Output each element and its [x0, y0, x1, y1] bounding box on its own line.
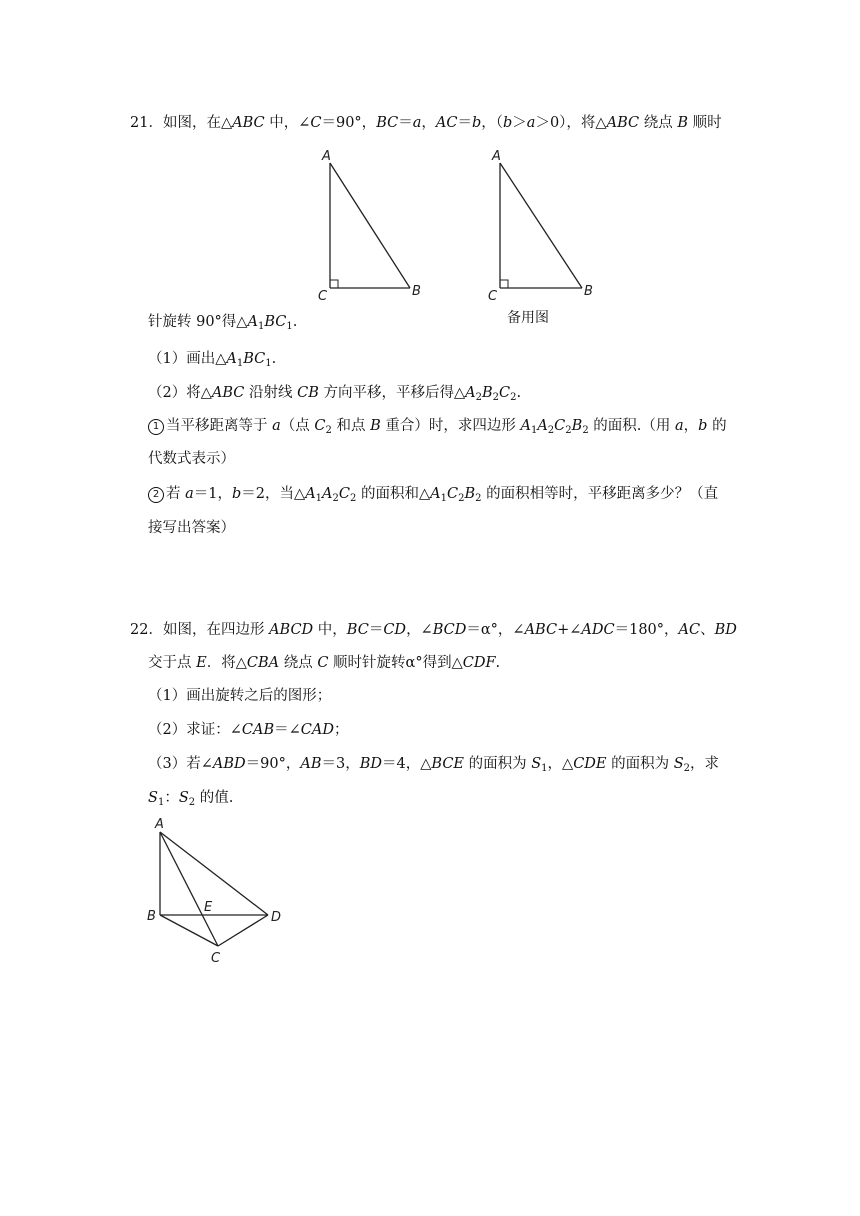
q22-stem-line1: 22．如图，在四边形 ABCD 中，BC＝CD，∠BCD＝α°，∠ABC+∠ADC＝180°，AC、BD — [130, 622, 737, 638]
right-angle-mark — [330, 280, 338, 288]
label-d: D — [271, 910, 282, 925]
label-c: C — [488, 289, 498, 304]
q21-sub-2-line2: 接写出答案） — [148, 520, 235, 536]
right-angle-mark — [500, 280, 508, 288]
q22-item-2: （2）求证：∠CAB＝∠CAD； — [148, 722, 349, 738]
q21-item-1: （1）画出$\triangle A_1BC_1$. — [148, 351, 277, 369]
circled-number-1: 1 — [148, 419, 164, 435]
q21-stem-line2: 针旋转 90°得$\triangle A_1BC_1$. — [148, 314, 298, 332]
circled-number-2: 2 — [148, 487, 164, 503]
q21-triangle-figure — [310, 140, 430, 305]
segment-ac — [160, 832, 218, 946]
q21-sub-2: 2 若 a＝1，b＝2，当$\triangle A_1A_2C_2$ 的面积和$\triangle A_1C_2B_2$ 的面积相等时，平移距离多少？（直 — [148, 484, 718, 504]
q22-quadrilateral-figure — [140, 815, 300, 975]
label-c: C — [211, 951, 221, 966]
label-a: A — [492, 149, 501, 164]
q22-item-1: （1）画出旋转之后的图形； — [148, 688, 332, 704]
label-c: C — [318, 289, 328, 304]
q21-sub-1-line2: 代数式表示） — [148, 451, 235, 467]
q22-number: 22． — [130, 622, 163, 638]
q21-number: 21． — [130, 115, 163, 131]
q21-stem-line1: 21．如图，在△ABC 中，∠C＝90°，BC＝a，AC＝b，（b＞a＞0），将△ABC 绕点 B 顺时 — [130, 115, 722, 131]
segment-cd — [218, 915, 268, 946]
q21-spare-figure — [480, 140, 620, 330]
side-ab — [330, 163, 410, 288]
q22-item-3-line2: $S_1$：$S_2$ 的值. — [148, 790, 234, 808]
spare-figure-caption: 备用图 — [507, 310, 549, 326]
side-ab — [500, 163, 582, 288]
q21-sub-1: 1 当平移距离等于 a（点 $C_2$ 和点 B 重合）时，求四边形 $A_1A_2C_2B_2$ 的面积.（用 a，b 的 — [148, 416, 727, 436]
segment-ad — [160, 832, 268, 915]
label-b: B — [584, 284, 593, 299]
label-b: B — [412, 284, 421, 299]
q21-item-2: （2）将△ABC 沿射线 CB 方向平移，平移后得$\triangle A_2B_2C_2$. — [148, 385, 522, 403]
label-e: E — [204, 900, 213, 915]
label-a: A — [322, 149, 331, 164]
q22-stem-line2: 交于点 E．将△CBA 绕点 C 顺时针旋转α°得到△CDF. — [148, 655, 501, 671]
q22-item-3: （3）若∠ABD＝90°，AB＝3，BD＝4，△BCE 的面积为 $S_1$，△CDE 的面积为 $S_2$，求 — [148, 756, 720, 774]
label-b: B — [147, 909, 156, 924]
segment-bc — [160, 915, 218, 946]
label-a: A — [155, 817, 164, 832]
